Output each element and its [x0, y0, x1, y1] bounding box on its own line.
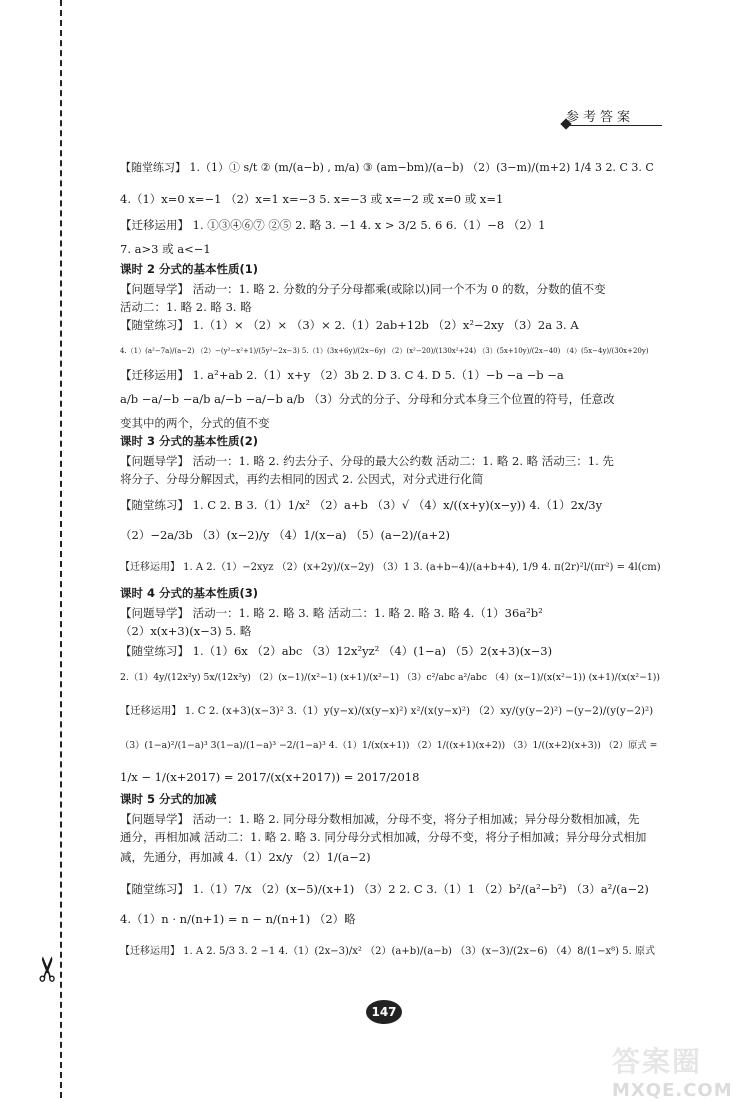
text-line: 4.（1）n · n/(n+1) = n − n/(n+1) （2）略	[120, 912, 356, 926]
scissors-icon: ✂	[28, 954, 69, 984]
text-line: a/b −a/−b −a/b a/−b −a/−b a/b （3）分式的分子、分母和分式本身三个位置的符号，任意改	[120, 392, 615, 406]
text-line: （2）x(x+3)(x−3) 5. 略	[120, 624, 252, 638]
text-line: 4.（1）(a²−7a)/(a−2) （2）−(y²−x²+1)/(5y²−2x−3) 5.（1）(3x+6y)/(2x−6y) （2）(x²−20)/(130x²+24) （3）(5x+10y)/(2x−40) （4）(5x−4y)/(30x+20y)	[120, 347, 649, 355]
page-number: 147	[366, 1000, 402, 1024]
text-line: 4.（1）x=0 x=−1 （2）x=1 x=−3 5. x=−3 或 x=−2 或 x=0 或 x=1	[120, 192, 504, 206]
text-line: （3）(1−a)²/(1−a)³ 3(1−a)/(1−a)³ −2/(1−a)³ 4.（1）1/(x(x+1)) （2）1/((x+1)(x+2)) （3）1/((x+2)(x+3)) （2）原式 =	[120, 740, 658, 751]
text-line: 减，先通分，再加减 4.（1）2x/y （2）1/(a−2)	[120, 850, 371, 864]
text-line: 1/x − 1/(x+2017) = 2017/(x(x+2017)) = 2017/2018	[120, 770, 420, 784]
text-line: 7. a>3 或 a<−1	[120, 242, 211, 256]
text-line: 【迁移运用】 1. A 2. 5/3 3. 2 −1 4.（1）(2x−3)/x² （2）(a+b)/(a−b) （3）(x−3)/(2x−6) （4）8/(1−x⁸) 5. 原式	[120, 946, 655, 957]
text-line: 变其中的两个，分式的值不变	[120, 416, 270, 430]
page-header-title: 参考答案	[566, 110, 635, 125]
watermark-logo: 答案圈 MXQE.COM	[612, 1045, 733, 1101]
lesson-heading: 课时 5 分式的加减	[120, 792, 217, 806]
lesson-heading: 课时 3 分式的基本性质(2)	[120, 434, 259, 448]
text-line: 【问题导学】 活动一：1. 略 2. 分数的分子分母都乘(或除以)同一个不为 0 的数，分数的值不变	[120, 282, 606, 296]
text-line: 【问题导学】 活动一：1. 略 2. 约去分子、分母的最大公约数 活动二：1. 略 2. 略 活动三：1. 先	[120, 454, 614, 468]
text-line: 【随堂练习】 1.（1）7/x （2）(x−5)/(x+1) （3）2 2. C 3.（1）1 （2）b²/(a²−b²) （3）a²/(a−2)	[120, 882, 649, 896]
lesson-heading: 课时 4 分式的基本性质(3)	[120, 586, 259, 600]
text-line: 【随堂练习】 1.（1）× （2）× （3）× 2.（1）2ab+12b （2）x²−2xy （3）2a 3. A	[120, 318, 579, 332]
text-line: 【问题导学】 活动一：1. 略 2. 略 3. 略 活动二：1. 略 2. 略 3. 略 4.（1）36a²b²	[120, 606, 543, 620]
text-line: 【迁移运用】 1. C 2. (x+3)(x−3)² 3.（1）y(y−x)/(x(y−x)²) x²/(x(y−x)²) （2）xy/(y(y−2)²) −(y−2)/(y(y−2)²)	[120, 705, 654, 717]
text-line: 【随堂练习】 1. C 2. B 3.（1）1/x² （2）a+b （3）√ （4）x/((x+y)(x−y)) 4.（1）2x/3y	[120, 498, 603, 512]
text-line: （2）−2a/3b （3）(x−2)/y （4）1/(x−a) （5）(a−2)/(a+2)	[120, 528, 450, 542]
cut-line	[60, 0, 62, 1098]
text-line: 通分，再相加减 活动二：1. 略 2. 略 3. 同分母分式相加减，分母不变，将分子相加减；异分母分式相加	[120, 830, 647, 844]
text-line: 【迁移运用】 1. A 2.（1）−2xyz （2）(x+2y)/(x−2y) （3）1 3. (a+b−4)/(a+b+4), 1/9 4. π(2r)²l/(πr²) = 4l(cm)	[120, 562, 661, 573]
text-line: 活动二：1. 略 2. 略 3. 略	[120, 300, 252, 314]
text-line: 2.（1）4y/(12x²y) 5x/(12x²y) （2）(x−1)/(x²−1) (x+1)/(x²−1) （3）c²/abc a²/abc （4）(x−1)/(x(x²−1)) (x+1)/(x(x²−1))	[120, 672, 660, 683]
text-line: 将分子、分母分解因式，再约去相同的因式 2. 公因式，对分式进行化简	[120, 472, 484, 486]
text-line: 【迁移运用】 1. a²+ab 2.（1）x+y （2）3b 2. D 3. C 4. D 5.（1）−b −a −b −a	[120, 368, 564, 382]
text-line: 【迁移运用】 1. ①③④⑥⑦ ②⑤ 2. 略 3. −1 4. x > 3/2 5. 6 6.（1）−8 （2）1	[120, 218, 546, 232]
text-line: 【问题导学】 活动一：1. 略 2. 同分母分数相加减，分母不变，将分子相加减；异分母分数相加减，先	[120, 812, 640, 826]
text-line: 【随堂练习】 1.（1）6x （2）abc （3）12x²yz² （4）(1−a) （5）2(x+3)(x−3)	[120, 644, 553, 658]
text-line: 【随堂练习】 1.（1）① s/t ② (m/(a−b) , m/a) ③ (am−bm)/(a−b) （2）(3−m)/(m+2) 1/4 3 2. C 3. C	[120, 161, 654, 174]
lesson-heading: 课时 2 分式的基本性质(1)	[120, 262, 259, 276]
header-rule	[570, 125, 662, 126]
